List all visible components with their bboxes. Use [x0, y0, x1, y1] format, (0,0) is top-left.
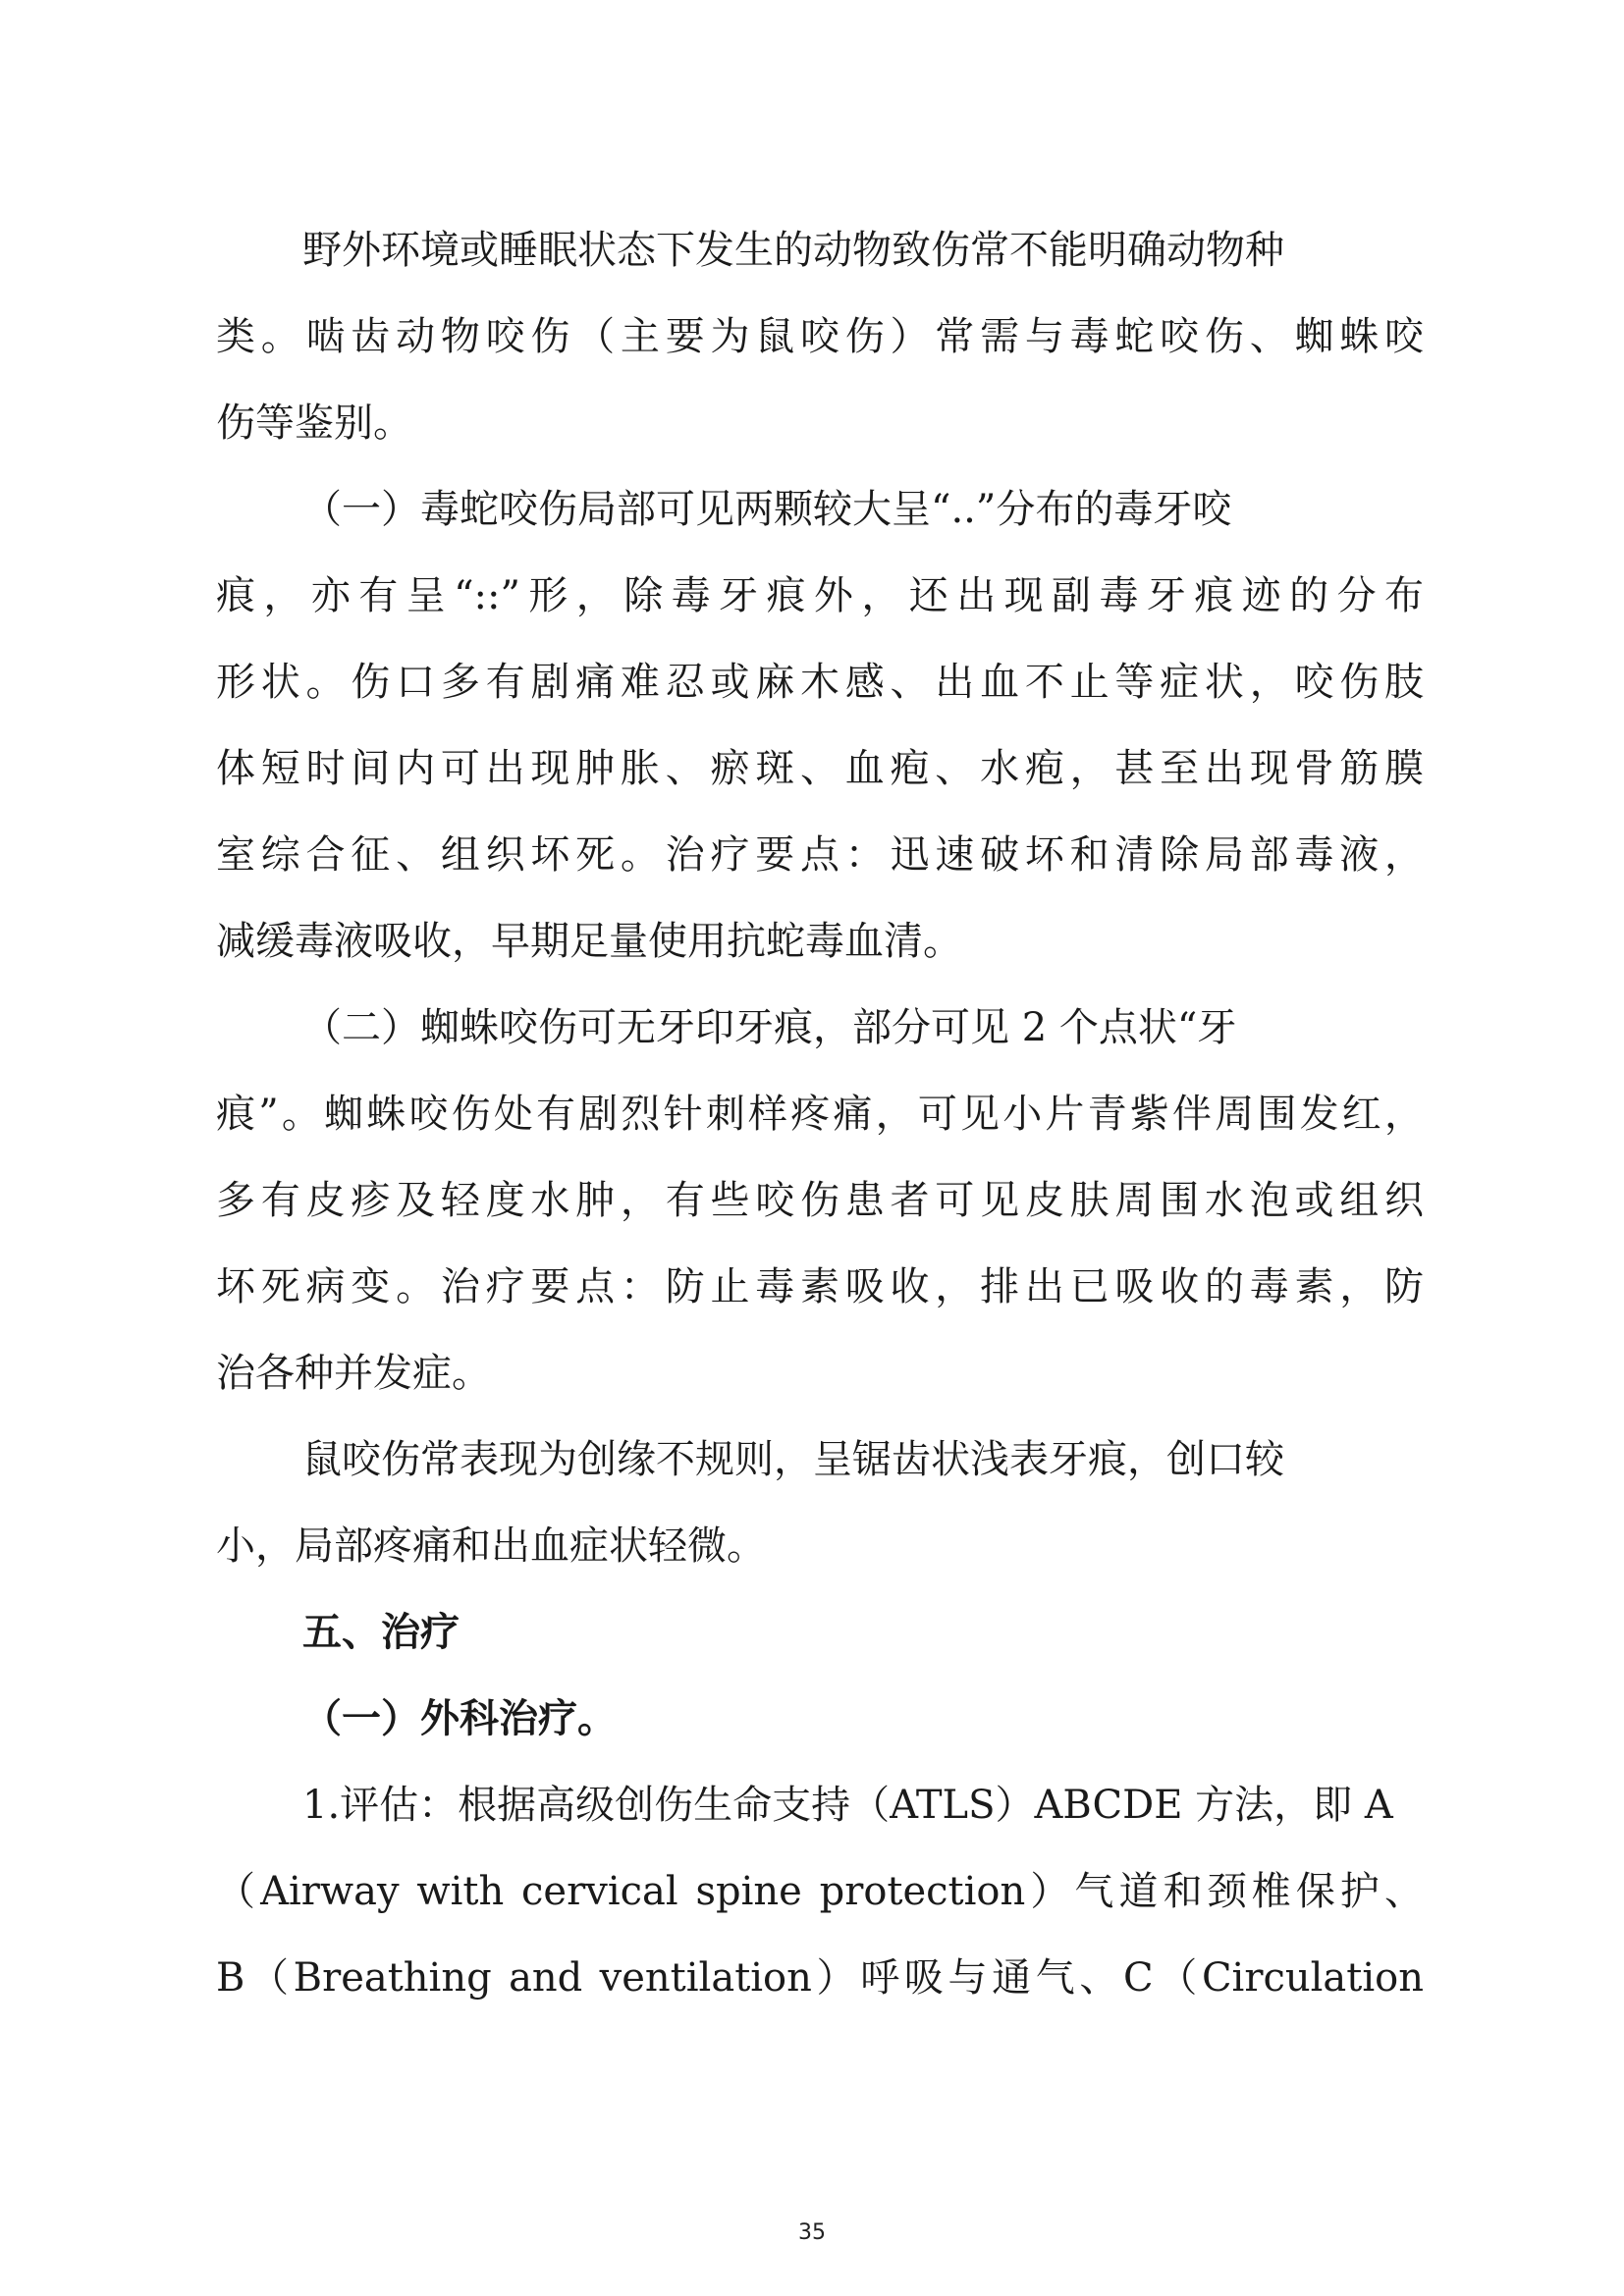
paragraph-snake-bite-line-3: 形状。伤口多有剧痛难忍或麻木感、出血不止等症状，咬伤肢	[216, 660, 1424, 705]
paragraph-snake-bite-line-6: 减缓毒液吸收，早期足量使用抗蛇毒血清。	[216, 919, 962, 964]
paragraph-snake-bite-line-1: （一）毒蛇咬伤局部可见两颗较大呈“..”分布的毒牙咬	[302, 487, 1232, 532]
paragraph-animal-injury-line-3: 伤等鉴别。	[216, 400, 412, 446]
paragraph-animal-injury-line-2: 类。啮齿动物咬伤（主要为鼠咬伤）常需与毒蛇咬伤、蜘蛛咬	[216, 314, 1424, 359]
paragraph-assessment-line-1: 1.评估：根据高级创伤生命支持（ATLS）ABCDE 方法，即 A	[302, 1783, 1393, 1828]
paragraph-rat-bite-line-1: 鼠咬伤常表现为创缘不规则，呈锯齿状浅表牙痕，创口较	[302, 1437, 1284, 1482]
paragraph-assessment-line-2: （Airway with cervical spine protection）气道和颈椎保护、	[216, 1869, 1424, 1914]
paragraph-snake-bite-line-4: 体短时间内可出现肿胀、瘀斑、血疱、水疱，甚至出现骨筋膜	[216, 746, 1424, 791]
subsection-heading-surgical-treatment: （一）外科治疗。	[302, 1695, 617, 1741]
paragraph-snake-bite-line-5: 室综合征、组织坏死。治疗要点：迅速破坏和清除局部毒液，	[216, 832, 1424, 878]
section-heading-treatment: 五、治疗	[302, 1610, 460, 1655]
paragraph-spider-bite-line-4: 坏死病变。治疗要点：防止毒素吸收，排出已吸收的毒素，防	[216, 1264, 1424, 1309]
page-number: 35	[798, 2220, 826, 2245]
paragraph-rat-bite-line-2: 小，局部疼痛和出血症状轻微。	[216, 1523, 766, 1569]
paragraph-spider-bite-line-3: 多有皮疹及轻度水肿，有些咬伤患者可见皮肤周围水泡或组织	[216, 1178, 1424, 1223]
paragraph-assessment-line-3: B（Breathing and ventilation）呼吸与通气、C（Circulation	[216, 1955, 1424, 2001]
paragraph-spider-bite-line-1: （二）蜘蛛咬伤可无牙印牙痕，部分可见 2 个点状“牙	[302, 1005, 1237, 1050]
paragraph-spider-bite-line-5: 治各种并发症。	[216, 1351, 491, 1396]
paragraph-animal-injury-line-1: 野外环境或睡眠状态下发生的动物致伤常不能明确动物种	[302, 228, 1284, 273]
paragraph-spider-bite-line-2: 痕”。蜘蛛咬伤处有剧烈针刺样疼痛，可见小片青紫伴周围发红，	[216, 1092, 1424, 1137]
paragraph-snake-bite-line-2: 痕，亦有呈“::”形，除毒牙痕外，还出现副毒牙痕迹的分布	[216, 573, 1424, 618]
